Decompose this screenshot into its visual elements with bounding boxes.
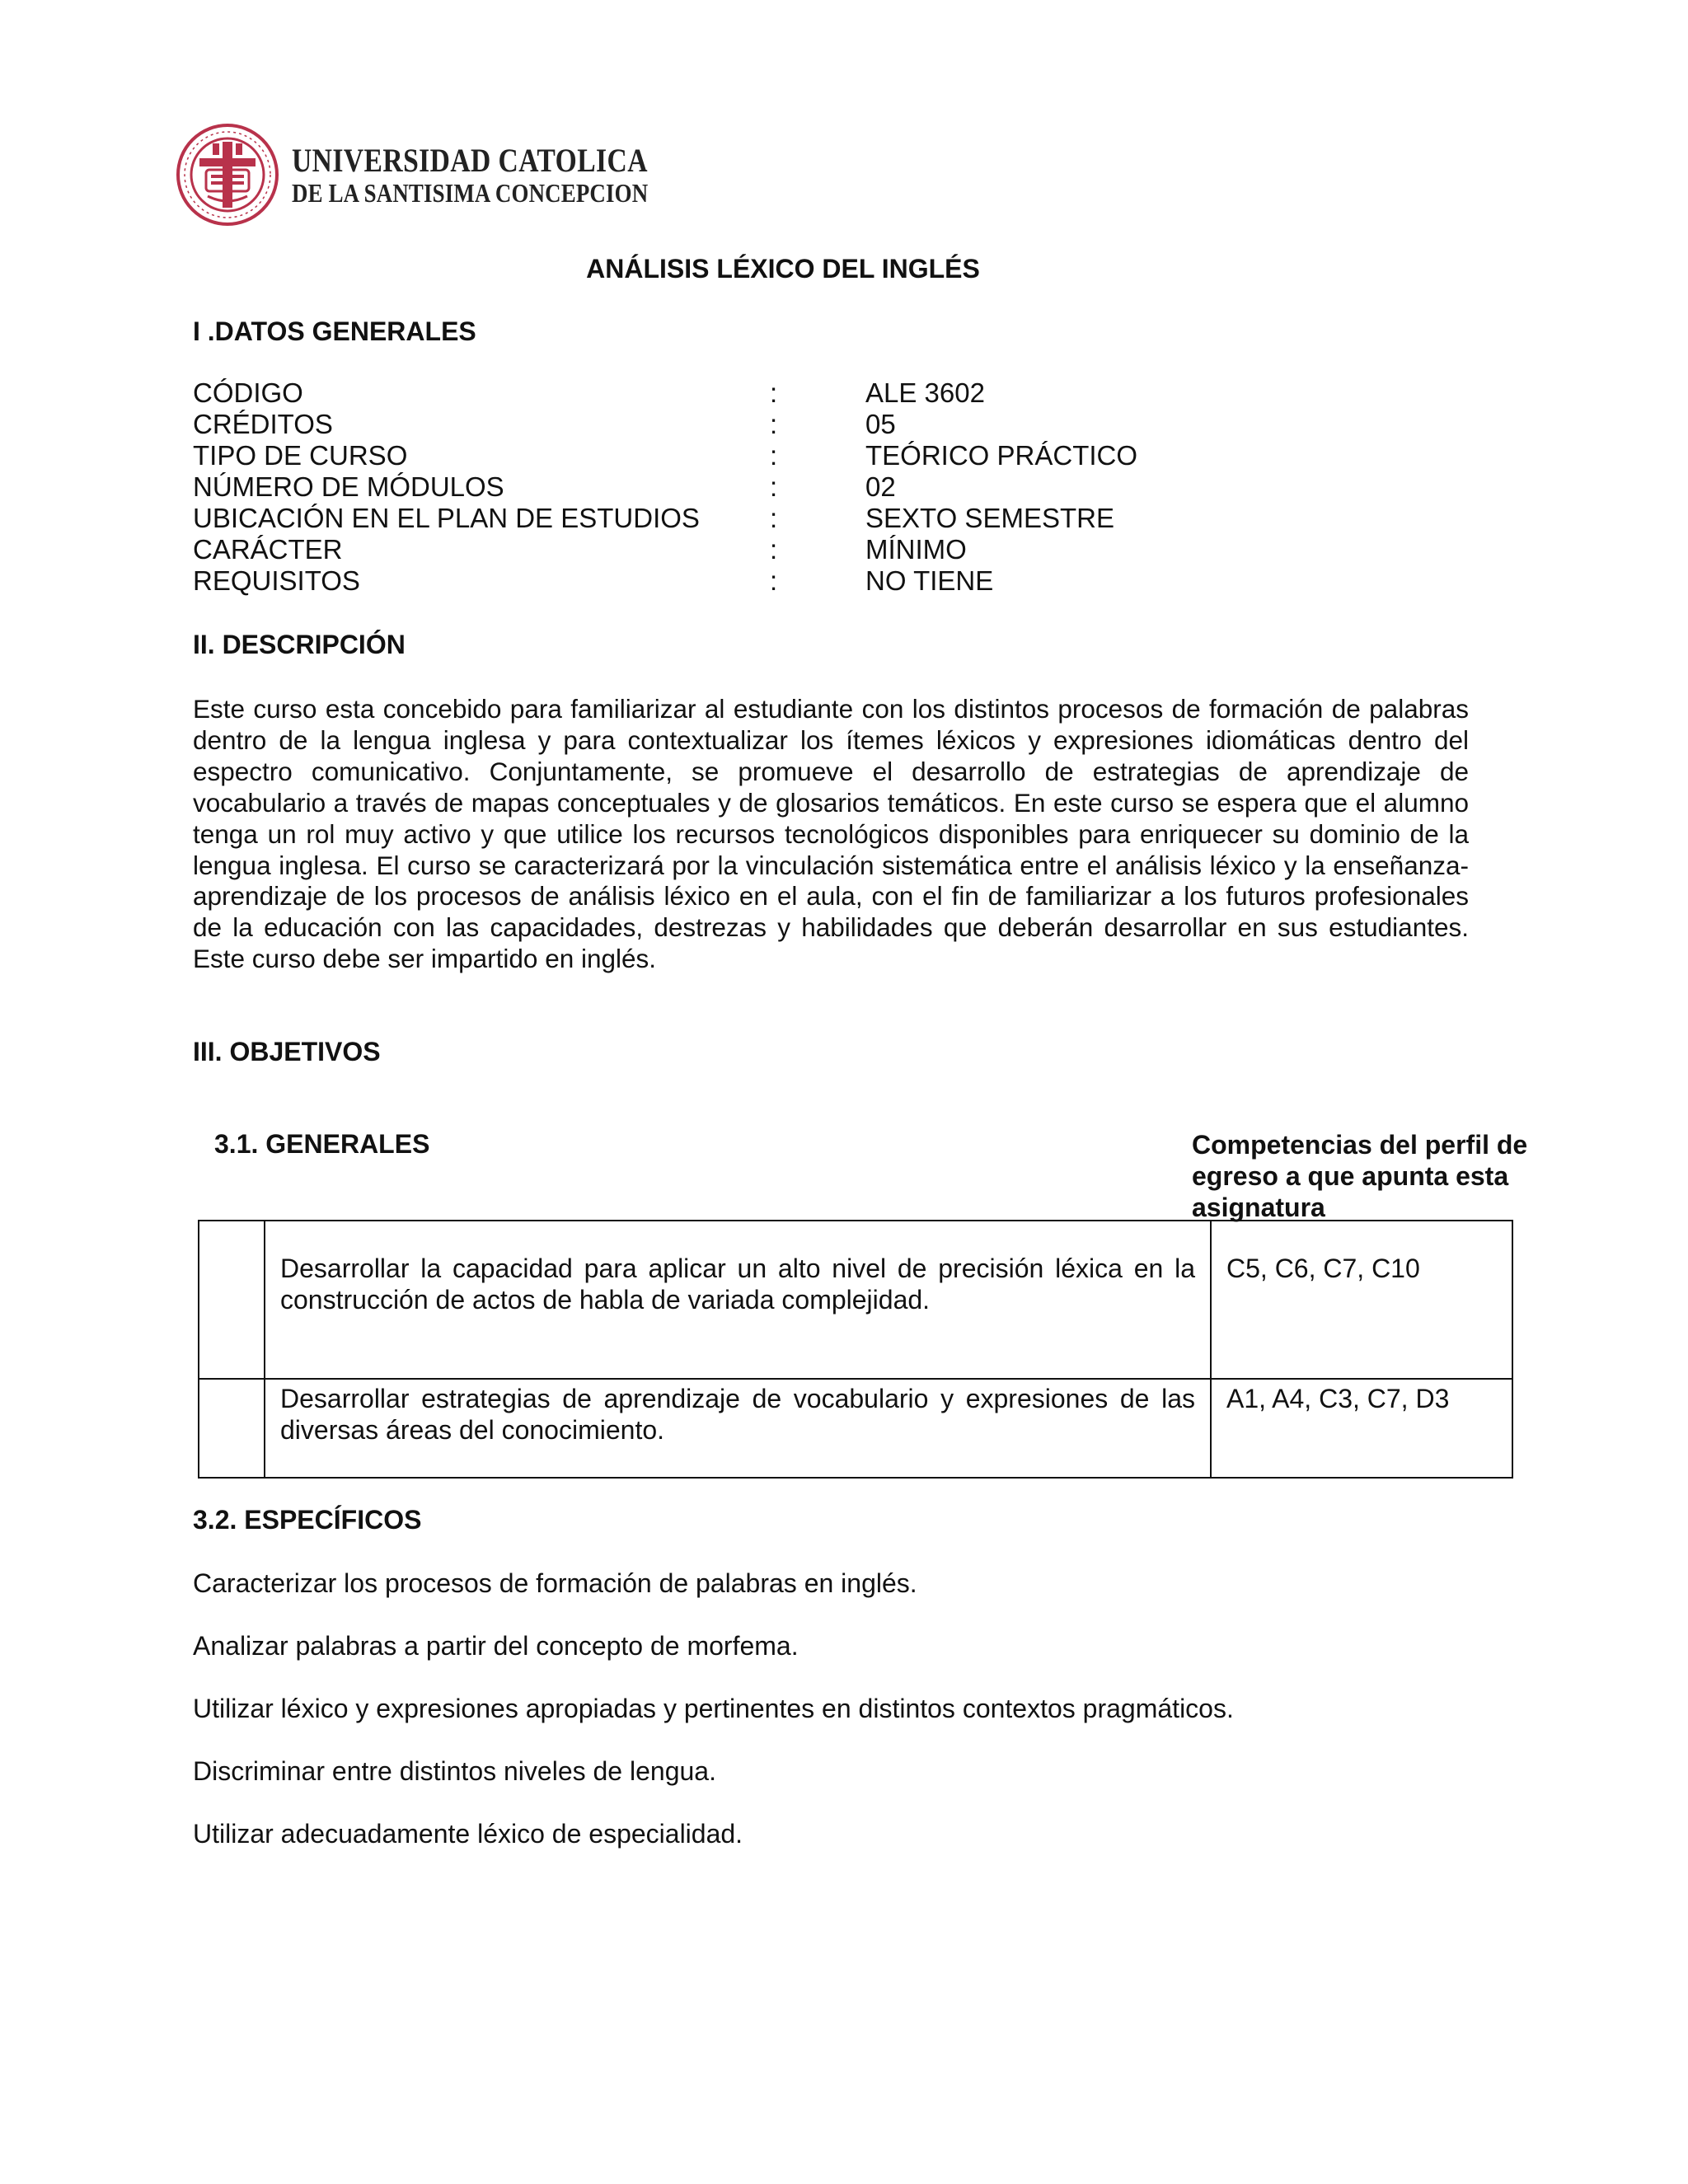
competencias-cell: A1, A4, C3, C7, D3 [1211, 1379, 1512, 1478]
info-label: CRÉDITOS [193, 409, 333, 439]
info-value: 05 [865, 409, 896, 439]
info-row-tipo-de-curso [193, 440, 1512, 471]
info-row-creditos [193, 409, 1512, 440]
info-row-requisitos [193, 565, 1512, 597]
info-row-ubicacion [193, 503, 1512, 534]
university-name-line2: DE LA SANTISIMA CONCEPCION [292, 177, 649, 208]
subsection-heading-generales: 3.1. GENERALES [214, 1129, 430, 1159]
table-row [199, 1379, 1512, 1478]
description-paragraph: Este curso esta concebido para familiarizar al estudiante con los distintos procesos de formación de palabras dentro de la lengua inglesa y para contextualizar los ítemes léxicos y expresiones idiomáticas dentro del espectro comunicativo. Conjuntamente, se promueve el desarrollo de estrategias de aprendizaje de vocabulario a través de mapas conceptuales y de glosarios temáticos. En este curso se espera que el alumno tenga un rol muy activo y que utilice los recursos tecnológicos disponibles para enriquecer su dominio de la lengua inglesa. El curso se caracterizará por la vinculación sistemática entre el análisis léxico y la enseñanza-aprendizaje de los procesos de análisis léxico en el aula, con el fin de familiarizar a los futuros profesionales de la educación con las capacidades, destrezas y habilidades que deberán desarrollar en sus estudiantes. Este curso debe ser impartido en inglés. [193, 694, 1469, 974]
info-separator: : [770, 377, 778, 408]
info-separator: : [770, 440, 778, 471]
general-info-table [193, 377, 1512, 597]
info-label: REQUISITOS [193, 565, 360, 596]
info-label: CÓDIGO [193, 377, 303, 408]
specific-objectives-list [193, 1564, 1234, 1877]
document-title: ANÁLISIS LÉXICO DEL INGLÉS [586, 254, 980, 284]
info-value: ALE 3602 [865, 377, 985, 408]
info-separator: : [770, 471, 778, 502]
info-label: UBICACIÓN EN EL PLAN DE ESTUDIOS [193, 503, 700, 533]
info-separator: : [770, 503, 778, 533]
info-label: TIPO DE CURSO [193, 440, 408, 471]
info-label: NÚMERO DE MÓDULOS [193, 471, 504, 502]
info-value: MÍNIMO [865, 534, 967, 565]
objective-number-cell [199, 1221, 265, 1379]
subsection-heading-especificos: 3.2. ESPECÍFICOS [193, 1505, 422, 1535]
list-item: Discriminar entre distintos niveles de lengua. [193, 1756, 716, 1786]
info-row-codigo [193, 377, 1512, 409]
info-separator: : [770, 534, 778, 565]
competencias-cell: C5, C6, C7, C10 [1211, 1221, 1512, 1379]
section-heading-descripcion: II. DESCRIPCIÓN [193, 630, 406, 659]
university-name-line1: UNIVERSIDAD CATOLICA [292, 141, 648, 179]
university-seal-icon [175, 120, 280, 229]
objective-number-cell [199, 1379, 265, 1478]
info-separator: : [770, 409, 778, 439]
info-label: CARÁCTER [193, 534, 343, 565]
info-value: 02 [865, 471, 896, 502]
general-objectives-table [198, 1220, 1513, 1479]
section-heading-objetivos: III. OBJETIVOS [193, 1037, 381, 1066]
competencias-column-header: Competencias del perfil de egreso a que apunta esta asignatura [1192, 1130, 1528, 1222]
objective-text-cell: Desarrollar estrategias de aprendizaje de vocabulario y expresiones de las diversas áreas del conocimiento. [265, 1379, 1211, 1478]
info-separator: : [770, 565, 778, 596]
info-value: TEÓRICO PRÁCTICO [865, 440, 1138, 471]
university-logo [175, 120, 649, 229]
list-item: Analizar palabras a partir del concepto de morfema. [193, 1631, 799, 1661]
table-row [199, 1221, 1512, 1379]
list-item: Utilizar adecuadamente léxico de especialidad. [193, 1819, 743, 1849]
objective-text-cell: Desarrollar la capacidad para aplicar un alto nivel de precisión léxica en la construcción de actos de habla de variada complejidad. [265, 1221, 1211, 1379]
info-value: SEXTO SEMESTRE [865, 503, 1114, 533]
info-value: NO TIENE [865, 565, 994, 596]
info-row-caracter [193, 534, 1512, 565]
university-name [292, 141, 649, 208]
list-item: Caracterizar los procesos de formación de palabras en inglés. [193, 1568, 917, 1598]
section-heading-datos-generales: I .DATOS GENERALES [193, 316, 476, 346]
list-item: Utilizar léxico y expresiones apropiadas y pertinentes en distintos contextos pragmáticos. [193, 1694, 1234, 1723]
info-row-numero-de-modulos [193, 471, 1512, 503]
